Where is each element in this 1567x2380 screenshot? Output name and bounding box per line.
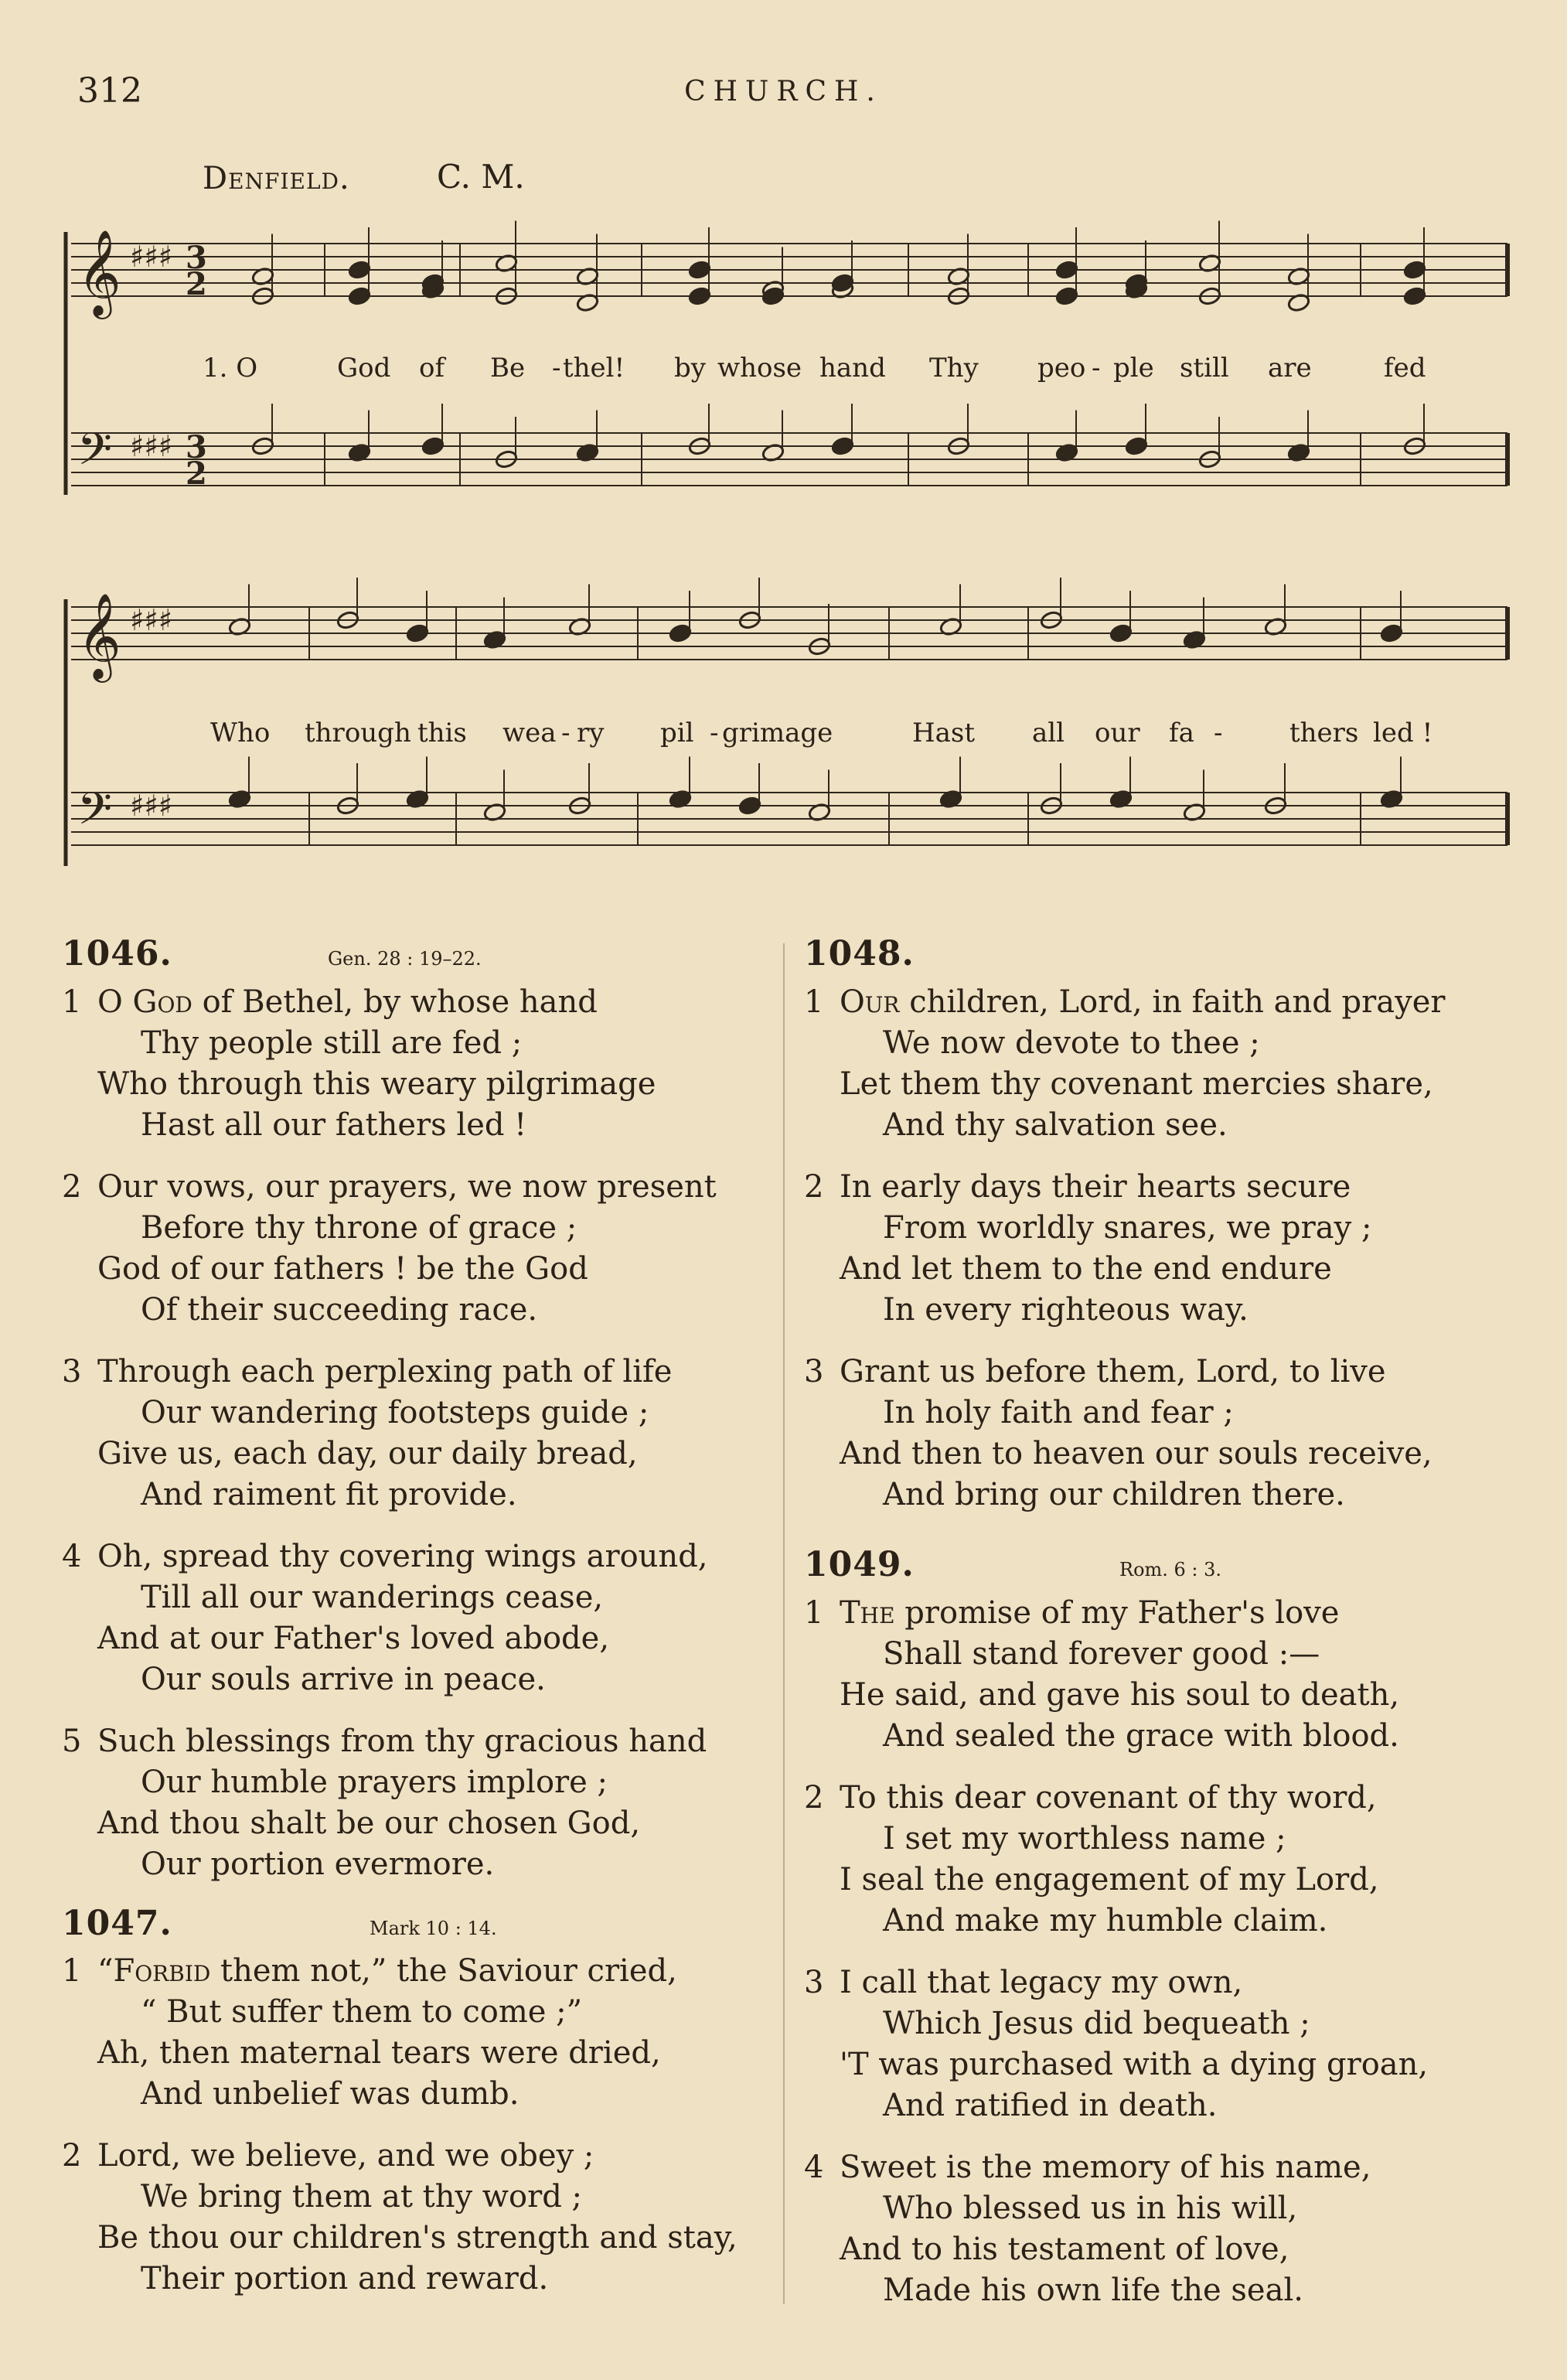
stanza <box>62 1721 707 1885</box>
line-text: And let them to the end endure <box>840 1251 1332 1287</box>
stanza-line <box>62 1290 717 1331</box>
line-text: I seal the engagement of my Lord, <box>840 1862 1379 1898</box>
lyric-syllable: are <box>1268 353 1312 384</box>
stanza-line <box>62 1208 717 1249</box>
note-head <box>421 436 445 456</box>
line-text: And thou shalt be our chosen God, <box>97 1805 641 1841</box>
stanza <box>62 982 656 1146</box>
stanza-line <box>62 1762 707 1803</box>
stanza-line <box>804 1860 1379 1901</box>
line-text: We bring them at thy word ; <box>141 2179 583 2215</box>
stanza-line <box>62 1951 677 1992</box>
stanza-line <box>62 982 656 1023</box>
bass-clef: 𝄢 <box>77 423 113 486</box>
line-text: Before thy throne of grace ; <box>141 1210 577 1246</box>
scripture-reference: Gen. 28 : 19–22. <box>328 948 482 970</box>
verse-number: 2 <box>804 1780 824 1816</box>
first-word: The <box>840 1595 895 1631</box>
note-head <box>831 436 855 456</box>
stanza <box>62 1951 677 2115</box>
line-text: And ratified in death. <box>883 2088 1218 2123</box>
line-text: And to his testament of love, <box>840 2232 1289 2267</box>
lyric-syllable: God <box>337 353 391 384</box>
note-head <box>688 260 712 280</box>
stanza-line <box>804 1716 1399 1757</box>
lyric-syllable: pil <box>660 718 694 748</box>
time-signature-bottom: 2 <box>186 266 207 302</box>
stanza-line <box>804 1208 1371 1249</box>
stanza-line <box>62 1393 672 1434</box>
stanza <box>804 1593 1399 1757</box>
stanza-line <box>62 1844 707 1885</box>
stanza-line <box>804 1023 1446 1064</box>
stanza-line <box>804 1167 1371 1208</box>
stanza-line <box>62 1249 717 1290</box>
stanza-line <box>62 1475 672 1516</box>
line-text: 'T was purchased with a dying groan, <box>840 2047 1429 2082</box>
stanza-line <box>804 2188 1371 2229</box>
lyric-syllable: ry <box>577 718 605 748</box>
line-text: In every righteous way. <box>883 1292 1248 1328</box>
note-head <box>1380 623 1404 643</box>
stanza-line <box>62 2259 738 2300</box>
line-text: And unbelief was dumb. <box>141 2076 519 2112</box>
note-head <box>406 623 430 643</box>
note-head <box>348 286 372 306</box>
stanza <box>804 1962 1428 2126</box>
stanza-line <box>62 1721 707 1762</box>
stanza-line <box>804 1962 1428 2003</box>
stanza-line <box>804 1634 1399 1675</box>
lyric-syllable: still <box>1180 353 1229 384</box>
first-word: O God <box>97 984 192 1020</box>
stanza-line <box>62 1803 707 1844</box>
stanza-line <box>804 2044 1428 2085</box>
line-text: And at our Father's loved abode, <box>97 1621 610 1656</box>
stanza <box>804 1778 1379 1942</box>
key-signature: ♯♯♯ <box>130 603 173 637</box>
note-head <box>1055 260 1079 280</box>
stanza-line <box>62 1659 708 1700</box>
stanza-line <box>804 1249 1371 1290</box>
line-text: Be thou our children's strength and stay, <box>97 2220 738 2256</box>
stanza-line <box>804 2270 1371 2311</box>
stanza <box>804 1167 1371 1331</box>
key-signature: ♯♯♯ <box>130 789 173 823</box>
line-text: In holy faith and fear ; <box>883 1395 1234 1430</box>
line-text: Oh, spread thy covering wings around, <box>97 1539 708 1574</box>
note-head <box>1403 260 1427 280</box>
line-text: Hast all our fathers led ! <box>141 1107 527 1143</box>
line-text: Till all our wanderings cease, <box>141 1580 604 1615</box>
verse-number: 3 <box>804 1965 824 2000</box>
line-text: And make my humble claim. <box>883 1903 1328 1938</box>
stanza-line <box>62 2177 738 2218</box>
running-head: CHURCH. <box>684 76 883 107</box>
line-text: Their portion and reward. <box>141 2261 549 2296</box>
lyric-syllable: thers <box>1289 718 1359 748</box>
note-head <box>1403 286 1427 306</box>
lyric-syllable: - <box>710 718 719 748</box>
line-text: He said, and gave his soul to death, <box>840 1677 1400 1713</box>
line-text: Such blessings from thy gracious hand <box>97 1724 707 1759</box>
lyric-syllable: fa <box>1169 718 1194 748</box>
stanza-line <box>804 1064 1446 1105</box>
lyric-syllable: all <box>1032 718 1065 748</box>
tune-title: Denfield. <box>203 161 350 196</box>
lyric-syllable: through <box>305 718 411 748</box>
verse-number: 3 <box>804 1354 824 1389</box>
page-number: 312 <box>77 71 142 111</box>
line-text: Grant us before them, Lord, to live <box>840 1354 1386 1389</box>
column-divider <box>783 943 785 2304</box>
first-word: “Forbid <box>97 1953 211 1989</box>
stanza-line <box>62 1023 656 1064</box>
note-head <box>1055 286 1079 306</box>
note-head <box>1125 436 1149 456</box>
key-signature: ♯♯♯ <box>130 429 173 463</box>
lyric-syllable: hand <box>819 353 886 384</box>
line-text: Shall stand forever good :— <box>883 1636 1320 1672</box>
treble-clef: 𝄞 <box>77 592 121 679</box>
note-head <box>1109 623 1133 643</box>
line-text: We now devote to thee ; <box>883 1025 1260 1061</box>
lyric-syllable: - <box>552 353 561 384</box>
lyric-syllable: peo <box>1037 353 1086 384</box>
line-text: Sweet is the memory of his name, <box>840 2150 1371 2185</box>
lyric-syllable: thel! <box>563 353 625 384</box>
lyric-syllable: this <box>417 718 467 748</box>
line-text: Give us, each day, our daily bread, <box>97 1436 638 1471</box>
verse-number: 1 <box>804 1595 824 1631</box>
line-text: promise of my Father's love <box>894 1595 1340 1631</box>
stanza-line <box>804 1593 1399 1634</box>
verse-number: 5 <box>62 1724 82 1759</box>
line-text: Lord, we believe, and we obey ; <box>97 2138 594 2174</box>
stanza-line <box>804 2147 1371 2188</box>
line-text: Who through this weary pilgrimage <box>97 1066 656 1102</box>
verse-number: 1 <box>804 984 824 1020</box>
verse-number: 2 <box>62 1169 82 1205</box>
stanza <box>804 1352 1432 1516</box>
line-text: Who blessed us in his will, <box>883 2191 1298 2226</box>
line-text: them not,” the Saviour cried, <box>210 1953 677 1989</box>
lyric-syllable: ple <box>1113 353 1154 384</box>
verse-number: 4 <box>804 2150 824 2185</box>
line-text: Our wandering footsteps guide ; <box>141 1395 649 1430</box>
lyric-syllable: of <box>419 353 445 384</box>
lyric-syllable: our <box>1095 718 1140 748</box>
line-text: Which Jesus did bequeath ; <box>883 2006 1310 2041</box>
line-text: children, Lord, in faith and prayer <box>899 984 1446 1020</box>
stanza-line <box>804 2229 1371 2270</box>
line-text: I call that legacy my own, <box>840 1965 1243 2000</box>
stanza-line <box>804 1290 1371 1331</box>
stanza-line <box>62 1536 708 1577</box>
stanza-line <box>62 1577 708 1618</box>
stanza <box>62 1536 708 1700</box>
verse-number: 2 <box>62 2138 82 2174</box>
line-text: “ But suffer them to come ;” <box>141 1994 583 2030</box>
time-signature-bottom: 2 <box>186 455 207 492</box>
stanza-line <box>62 1352 672 1393</box>
lyric-syllable: grimage <box>722 718 833 748</box>
line-text: of Bethel, by whose hand <box>192 984 598 1020</box>
lyric-syllable: Thy <box>929 353 979 384</box>
lyric-syllable: Hast <box>912 718 976 748</box>
lyric-syllable: - <box>1092 353 1101 384</box>
stanza-line <box>804 1105 1446 1146</box>
line-text: And then to heaven our souls receive, <box>840 1436 1432 1471</box>
stanza <box>62 1167 717 1331</box>
verse-number: 3 <box>62 1354 82 1389</box>
line-text: Through each perplexing path of life <box>97 1354 673 1389</box>
lyric-syllable: 1. O <box>203 353 258 384</box>
stanza-line <box>62 1105 656 1146</box>
bass-clef: 𝄢 <box>77 783 113 846</box>
line-text: Made his own life the seal. <box>883 2273 1303 2308</box>
verse-number: 2 <box>804 1169 824 1205</box>
stanza-line <box>804 2003 1428 2044</box>
verse-number: 1 <box>62 984 82 1020</box>
stanza <box>62 2136 738 2300</box>
music-score <box>0 0 1567 897</box>
stanza-line <box>62 2218 738 2259</box>
stanza-line <box>804 1393 1432 1434</box>
lyric-syllable: fed <box>1384 353 1426 384</box>
stanza-line <box>804 982 1446 1023</box>
stanza-line <box>62 1434 672 1475</box>
stanza-line <box>804 1901 1379 1942</box>
lyric-syllable: led ! <box>1373 718 1433 748</box>
tune-meter: C. M. <box>437 158 525 196</box>
line-text: And raiment fit provide. <box>141 1477 517 1512</box>
treble-clef: 𝄞 <box>77 229 121 315</box>
stanza <box>804 982 1446 1146</box>
stanza-line <box>62 1064 656 1105</box>
stanza-line <box>62 2074 677 2115</box>
note-head <box>688 286 712 306</box>
verse-number: 1 <box>62 1953 82 1989</box>
stanza-line <box>804 1352 1432 1393</box>
stanza-line <box>804 1434 1432 1475</box>
line-text: To this dear covenant of thy word, <box>840 1780 1377 1816</box>
line-text: And sealed the grace with blood. <box>883 1718 1399 1754</box>
note-head <box>738 796 762 816</box>
lyric-syllable: Who <box>210 718 271 748</box>
verse-number: 4 <box>62 1539 82 1574</box>
stanza-line <box>62 1618 708 1659</box>
line-text: Of their succeeding race. <box>141 1292 538 1328</box>
lyric-syllable: - <box>1214 718 1223 748</box>
line-text: And thy salvation see. <box>883 1107 1228 1143</box>
line-text: From worldly snares, we pray ; <box>883 1210 1372 1246</box>
stanza-line <box>804 1475 1432 1516</box>
note-head <box>669 623 693 643</box>
lyric-syllable: Be <box>490 353 526 384</box>
stanza-line <box>62 1992 677 2033</box>
line-text: Our portion evermore. <box>141 1846 495 1882</box>
line-text: Our souls arrive in peace. <box>141 1662 546 1697</box>
key-signature: ♯♯♯ <box>130 240 173 274</box>
stanza-line <box>62 2033 677 2074</box>
stanza-line <box>62 1167 717 1208</box>
line-text: Thy people still are fed ; <box>141 1025 523 1061</box>
lyric-syllable: whose <box>717 353 802 384</box>
line-text: Let them thy covenant mercies share, <box>840 1066 1433 1102</box>
lyric-syllable: wea <box>502 718 557 748</box>
stanza-line <box>804 1675 1399 1716</box>
lyric-syllable: - <box>561 718 571 748</box>
stanza-line <box>804 1819 1379 1860</box>
line-text: I set my worthless name ; <box>883 1821 1286 1857</box>
line-text: And bring our children there. <box>883 1477 1345 1512</box>
hymn-number: 1048. <box>804 934 915 973</box>
stanza-line <box>804 1778 1379 1819</box>
time-signature-top: 3 <box>186 429 207 465</box>
time-signature-top: 3 <box>186 240 207 276</box>
hymn-number: 1049. <box>804 1545 915 1584</box>
stanza <box>62 1352 672 1516</box>
scripture-reference: Mark 10 : 14. <box>370 1918 497 1939</box>
first-word: Our <box>840 984 900 1020</box>
line-text: Our humble prayers implore ; <box>141 1765 608 1800</box>
line-text: Ah, then maternal tears were dried, <box>97 2035 661 2071</box>
lyric-syllable: by <box>674 353 706 384</box>
stanza-line <box>62 2136 738 2177</box>
line-text: God of our fathers ! be the God <box>97 1251 588 1287</box>
note-head <box>348 260 372 280</box>
line-text: Our vows, our prayers, we now present <box>97 1169 717 1205</box>
stanza <box>804 2147 1371 2311</box>
hymn-number: 1047. <box>62 1904 172 1943</box>
hymn-number: 1046. <box>62 934 172 973</box>
scripture-reference: Rom. 6 : 3. <box>1119 1559 1222 1580</box>
line-text: In early days their hearts secure <box>840 1169 1351 1205</box>
stanza-line <box>804 2085 1428 2126</box>
